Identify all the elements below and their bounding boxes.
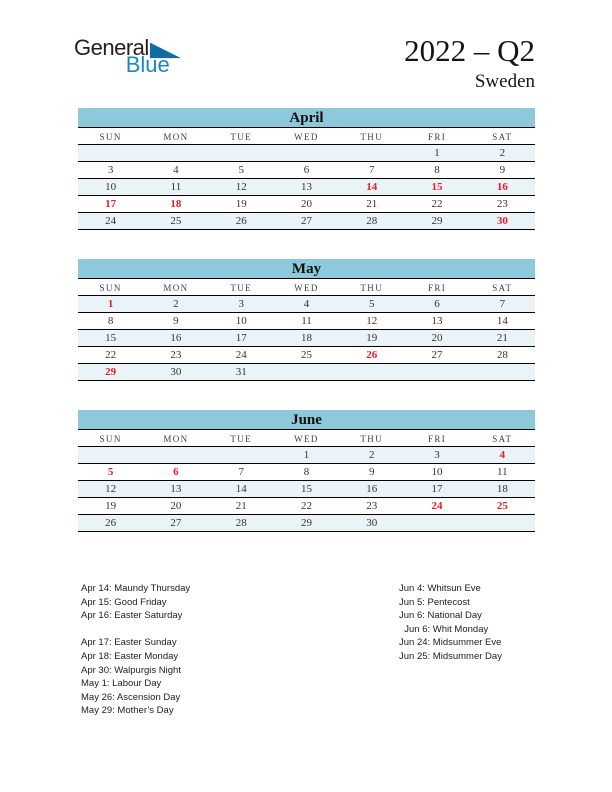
day-cell-june-10: 10: [431, 466, 443, 478]
day-cell-june-2: 2: [369, 449, 375, 461]
day-cell-may-7: 7: [499, 298, 506, 310]
day-cell-empty: [404, 364, 469, 380]
day-cell-june-21: 21: [235, 500, 247, 512]
weekday-label-sat: SAT: [492, 283, 513, 293]
day-cell-april-10: 10: [105, 181, 117, 193]
day-cell-april-9: 9: [499, 164, 506, 176]
day-cell-june-27: 27: [170, 517, 182, 529]
day-cell-april-27: 27: [300, 215, 312, 227]
weekday-label-wed: WED: [294, 283, 319, 293]
day-cell-may-20: 20: [431, 332, 443, 344]
day-cell-april-18: 18: [170, 198, 182, 210]
day-cell-may-23: 23: [170, 349, 182, 361]
day-cell-april-28: 28: [366, 215, 378, 227]
day-cell-april-30: 30: [496, 215, 508, 227]
day-cell-may-30: 30: [170, 366, 182, 378]
week-row: [78, 464, 535, 481]
holiday-item: Jun 4: Whitsun Eve: [399, 583, 481, 594]
day-cell-may-22: 22: [105, 349, 117, 361]
page-title: 2022 – Q2: [404, 33, 535, 68]
day-cell-april-12: 12: [235, 181, 247, 193]
weekday-label-sun: SUN: [99, 132, 122, 142]
day-cell-empty: [209, 145, 274, 161]
calendar-area: [78, 108, 535, 561]
day-cell-may-3: 3: [238, 298, 244, 310]
weekday-label-thu: THU: [360, 283, 384, 293]
weekday-label-fri: FRI: [427, 283, 447, 293]
day-cell-may-9: 9: [173, 315, 179, 327]
weekday-header-row: [78, 279, 535, 296]
week-row: [78, 213, 535, 230]
day-cell-april-15: 15: [431, 181, 443, 193]
week-row: [78, 196, 535, 213]
day-cell-june-25: 25: [496, 500, 508, 512]
day-cell-april-2: 2: [499, 147, 506, 159]
weekday-label-wed: WED: [294, 132, 319, 142]
day-cell-april-13: 13: [300, 181, 312, 193]
weekday-header-row: [78, 128, 535, 145]
day-cell-april-29: 29: [431, 215, 443, 227]
weekday-label-tue: TUE: [230, 434, 253, 444]
holiday-item: Jun 5: Pentecost: [399, 596, 470, 608]
day-cell-june-20: 20: [170, 500, 182, 512]
day-cell-may-12: 12: [366, 315, 378, 327]
holiday-item: Jun 6: Whit Monday: [399, 623, 489, 635]
day-cell-april-25: 25: [170, 215, 182, 227]
holiday-item: Apr 30: Walpurgis Night: [81, 664, 181, 676]
week-row: [78, 481, 535, 498]
weekday-header-row: [78, 430, 535, 447]
day-cell-april-6: 6: [303, 164, 310, 176]
title-block: [404, 33, 535, 95]
holiday-column-1: [81, 582, 190, 718]
page-subtitle: Sweden: [474, 71, 535, 92]
logo-word-blue: Blue: [125, 52, 170, 77]
day-cell-empty: [143, 447, 208, 463]
day-cell-april-20: 20: [300, 198, 312, 210]
week-row: [78, 347, 535, 364]
day-cell-empty: [209, 447, 274, 463]
day-cell-june-13: 13: [170, 483, 182, 495]
day-cell-june-4: 4: [499, 449, 506, 461]
weekday-label-thu: THU: [360, 132, 384, 142]
day-cell-may-21: 21: [496, 332, 508, 344]
month-april: [78, 108, 535, 230]
day-cell-empty: [470, 364, 535, 380]
day-cell-june-22: 22: [300, 500, 312, 512]
day-cell-june-24: 24: [431, 500, 443, 512]
day-cell-may-19: 19: [366, 332, 378, 344]
week-row: [78, 498, 535, 515]
day-cell-june-7: 7: [238, 466, 244, 478]
day-cell-may-1: 1: [107, 298, 114, 310]
weekday-label-sun: SUN: [99, 283, 122, 293]
day-cell-may-8: 8: [107, 315, 114, 327]
day-cell-may-13: 13: [431, 315, 443, 327]
day-cell-may-18: 18: [300, 332, 312, 344]
day-cell-empty: [274, 364, 339, 380]
day-cell-june-14: 14: [235, 483, 247, 495]
day-cell-may-24: 24: [235, 349, 247, 361]
holiday-item: May 26: Ascension Day: [81, 691, 181, 703]
day-cell-june-30: 30: [366, 517, 378, 529]
day-cell-may-27: 27: [431, 349, 443, 361]
holiday-item: Jun 6: National Day: [399, 610, 482, 622]
day-cell-june-26: 26: [105, 517, 117, 529]
week-row: [78, 447, 535, 464]
day-cell-may-14: 14: [496, 315, 508, 327]
day-cell-june-9: 9: [369, 466, 375, 478]
day-cell-june-18: 18: [496, 483, 508, 495]
day-cell-april-21: 21: [366, 198, 378, 210]
holiday-item: Apr 15: Good Friday: [81, 596, 167, 608]
week-row: [78, 162, 535, 179]
day-cell-april-26: 26: [235, 215, 247, 227]
logo-word-general: General: [74, 35, 149, 60]
day-cell-june-1: 1: [303, 449, 310, 461]
day-cell-june-28: 28: [235, 517, 247, 529]
day-cell-may-25: 25: [300, 349, 312, 361]
day-cell-april-3: 3: [107, 164, 114, 176]
day-cell-april-14: 14: [366, 181, 378, 193]
weekday-label-thu: THU: [360, 434, 384, 444]
day-cell-may-29: 29: [105, 366, 117, 378]
month-title-april: April: [78, 108, 535, 128]
day-cell-june-29: 29: [300, 517, 312, 529]
day-cell-empty: [339, 364, 404, 380]
day-cell-empty: [78, 145, 143, 161]
weekday-label-mon: MON: [163, 132, 189, 142]
holiday-item: May 29: Mother’s Day: [81, 705, 174, 717]
day-cell-may-11: 11: [301, 315, 312, 327]
day-cell-april-7: 7: [369, 164, 375, 176]
holiday-spacer: [81, 623, 190, 637]
day-cell-may-17: 17: [235, 332, 247, 344]
holiday-item: May 1: Labour Day: [81, 678, 162, 690]
day-cell-may-26: 26: [366, 349, 378, 361]
day-cell-june-6: 6: [173, 466, 179, 478]
holiday-column-2: [399, 582, 502, 664]
weekday-label-fri: FRI: [427, 434, 447, 444]
day-cell-april-22: 22: [431, 198, 443, 210]
week-row: [78, 296, 535, 313]
day-cell-april-4: 4: [173, 164, 179, 176]
day-cell-may-16: 16: [170, 332, 182, 344]
day-cell-june-3: 3: [434, 449, 440, 461]
day-cell-may-4: 4: [303, 298, 310, 310]
week-row: [78, 515, 535, 532]
weekday-label-sat: SAT: [492, 132, 513, 142]
week-row: [78, 364, 535, 381]
day-cell-empty: [339, 145, 404, 161]
week-row: [78, 330, 535, 347]
day-cell-april-8: 8: [434, 164, 440, 176]
weekday-label-sat: SAT: [492, 434, 513, 444]
general-blue-logo: [74, 37, 181, 76]
day-cell-april-11: 11: [170, 181, 182, 193]
month-may: [78, 259, 535, 381]
day-cell-april-1: 1: [434, 147, 440, 159]
month-title-june: June: [78, 410, 535, 430]
month-title-may: May: [78, 259, 535, 279]
day-cell-may-2: 2: [173, 298, 179, 310]
day-cell-april-5: 5: [238, 164, 244, 176]
day-cell-empty: [404, 515, 469, 531]
day-cell-may-10: 10: [235, 315, 247, 327]
day-cell-empty: [143, 145, 208, 161]
holiday-item: Apr 16: Easter Saturday: [81, 610, 183, 622]
day-cell-may-28: 28: [496, 349, 508, 361]
weekday-label-fri: FRI: [427, 132, 447, 142]
week-row: [78, 313, 535, 330]
day-cell-june-5: 5: [107, 466, 114, 478]
day-cell-april-19: 19: [235, 198, 247, 210]
day-cell-june-16: 16: [366, 483, 378, 495]
day-cell-june-23: 23: [366, 500, 378, 512]
day-cell-june-12: 12: [105, 483, 117, 495]
holiday-item: Apr 14: Maundy Thursday: [81, 583, 191, 594]
day-cell-may-5: 5: [369, 298, 375, 310]
weekday-label-sun: SUN: [99, 434, 122, 444]
holiday-item: Jun 25: Midsummer Day: [399, 650, 502, 662]
day-cell-june-8: 8: [303, 466, 310, 478]
weekday-label-tue: TUE: [230, 132, 253, 142]
holiday-item: Apr 18: Easter Monday: [81, 650, 179, 662]
holiday-item: Apr 17: Easter Sunday: [81, 637, 177, 649]
day-cell-april-16: 16: [496, 181, 508, 193]
day-cell-may-6: 6: [434, 298, 440, 310]
weekday-label-wed: WED: [294, 434, 319, 444]
holiday-item: Jun 24: Midsummer Eve: [399, 637, 502, 649]
day-cell-empty: [78, 447, 143, 463]
day-cell-june-17: 17: [431, 483, 443, 495]
day-cell-empty: [274, 145, 339, 161]
day-cell-june-19: 19: [105, 500, 117, 512]
day-cell-june-11: 11: [497, 466, 508, 478]
day-cell-empty: [470, 515, 535, 531]
week-row: [78, 145, 535, 162]
day-cell-april-23: 23: [496, 198, 508, 210]
day-cell-april-17: 17: [105, 198, 117, 210]
day-cell-june-15: 15: [300, 483, 312, 495]
day-cell-may-15: 15: [105, 332, 117, 344]
month-june: [78, 410, 535, 532]
weekday-label-mon: MON: [163, 434, 189, 444]
weekday-label-tue: TUE: [230, 283, 253, 293]
day-cell-may-31: 31: [235, 366, 247, 378]
weekday-label-mon: MON: [163, 283, 189, 293]
day-cell-april-24: 24: [105, 215, 117, 227]
week-row: [78, 179, 535, 196]
